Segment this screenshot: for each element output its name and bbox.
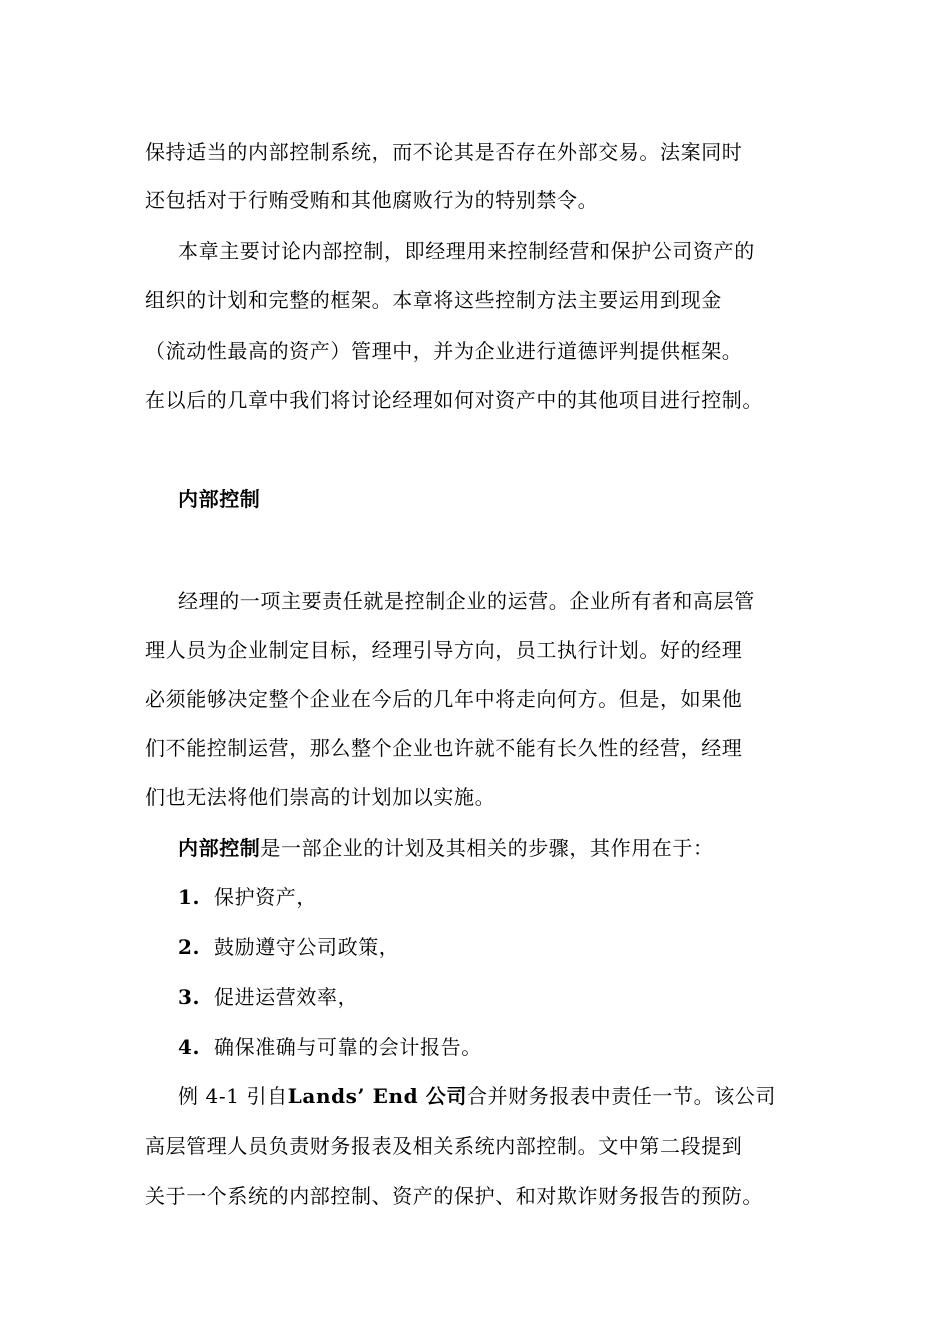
paragraph-line: 们也无法将他们崇高的计划加以实施。 xyxy=(145,785,496,809)
list-text: 鼓励遵守公司政策， xyxy=(214,935,400,959)
paragraph-line: 本章主要讨论内部控制，即经理用来控制经营和保护公司资产的 xyxy=(178,239,755,263)
defined-term: 内部控制 xyxy=(178,836,261,860)
paragraph-line: 高层管理人员负责财务报表及相关系统内部控制。文中第二段提到 xyxy=(145,1134,743,1158)
list-number: 4. xyxy=(178,1035,201,1059)
definition-text: 是一部企业的计划及其相关的步骤，其作用在于： xyxy=(260,836,714,860)
paragraph-line xyxy=(178,1082,858,1110)
paragraph-text: 例 4-1 引自 xyxy=(178,1084,288,1108)
list-item xyxy=(178,983,858,1011)
list-number: 3. xyxy=(178,985,201,1009)
list-text: 促进运营效率， xyxy=(214,985,359,1009)
list-item xyxy=(178,883,858,911)
list-item xyxy=(178,933,858,961)
list-number: 2. xyxy=(178,935,201,959)
paragraph-line: 理人员为企业制定目标，经理引导方向，员工执行计划。好的经理 xyxy=(145,638,743,662)
section-heading: 内部控制 xyxy=(178,487,261,511)
paragraph-line: 经理的一项主要责任就是控制企业的运营。企业所有者和高层管 xyxy=(178,589,755,613)
paragraph-line: 组织的计划和完整的框架。本章将这些控制方法主要运用到现金 xyxy=(145,288,722,312)
paragraph-line: 们不能控制运营，那么整个企业也许就不能有长久性的经营，经理 xyxy=(145,736,743,760)
list-number: 1. xyxy=(178,885,201,909)
list-text: 保护资产， xyxy=(214,885,317,909)
definition-line xyxy=(178,834,858,862)
paragraph-line: 在以后的几章中我们将讨论经理如何对资产中的其他项目进行控制。 xyxy=(145,388,763,412)
paragraph-line: 关于一个系统的内部控制、资产的保护、和对欺诈财务报告的预防。 xyxy=(145,1184,763,1208)
list-item xyxy=(178,1033,858,1061)
list-text: 确保准确与可靠的会计报告。 xyxy=(214,1035,482,1059)
paragraph-line: 保持适当的内部控制系统，而不论其是否存在外部交易。法案同时 xyxy=(145,140,743,164)
paragraph-line: 必须能够决定整个企业在今后的几年中将走向何方。但是，如果他 xyxy=(145,687,743,711)
paragraph-line: 还包括对于行贿受贿和其他腐败行为的特别禁令。 xyxy=(145,188,599,212)
paragraph-line: （流动性最高的资产）管理中，并为企业进行道德评判提供框架。 xyxy=(145,339,743,363)
company-name: Lands’ End 公司 xyxy=(287,1084,467,1108)
paragraph-text: 合并财务报表中责任一节。该公司 xyxy=(467,1084,776,1108)
